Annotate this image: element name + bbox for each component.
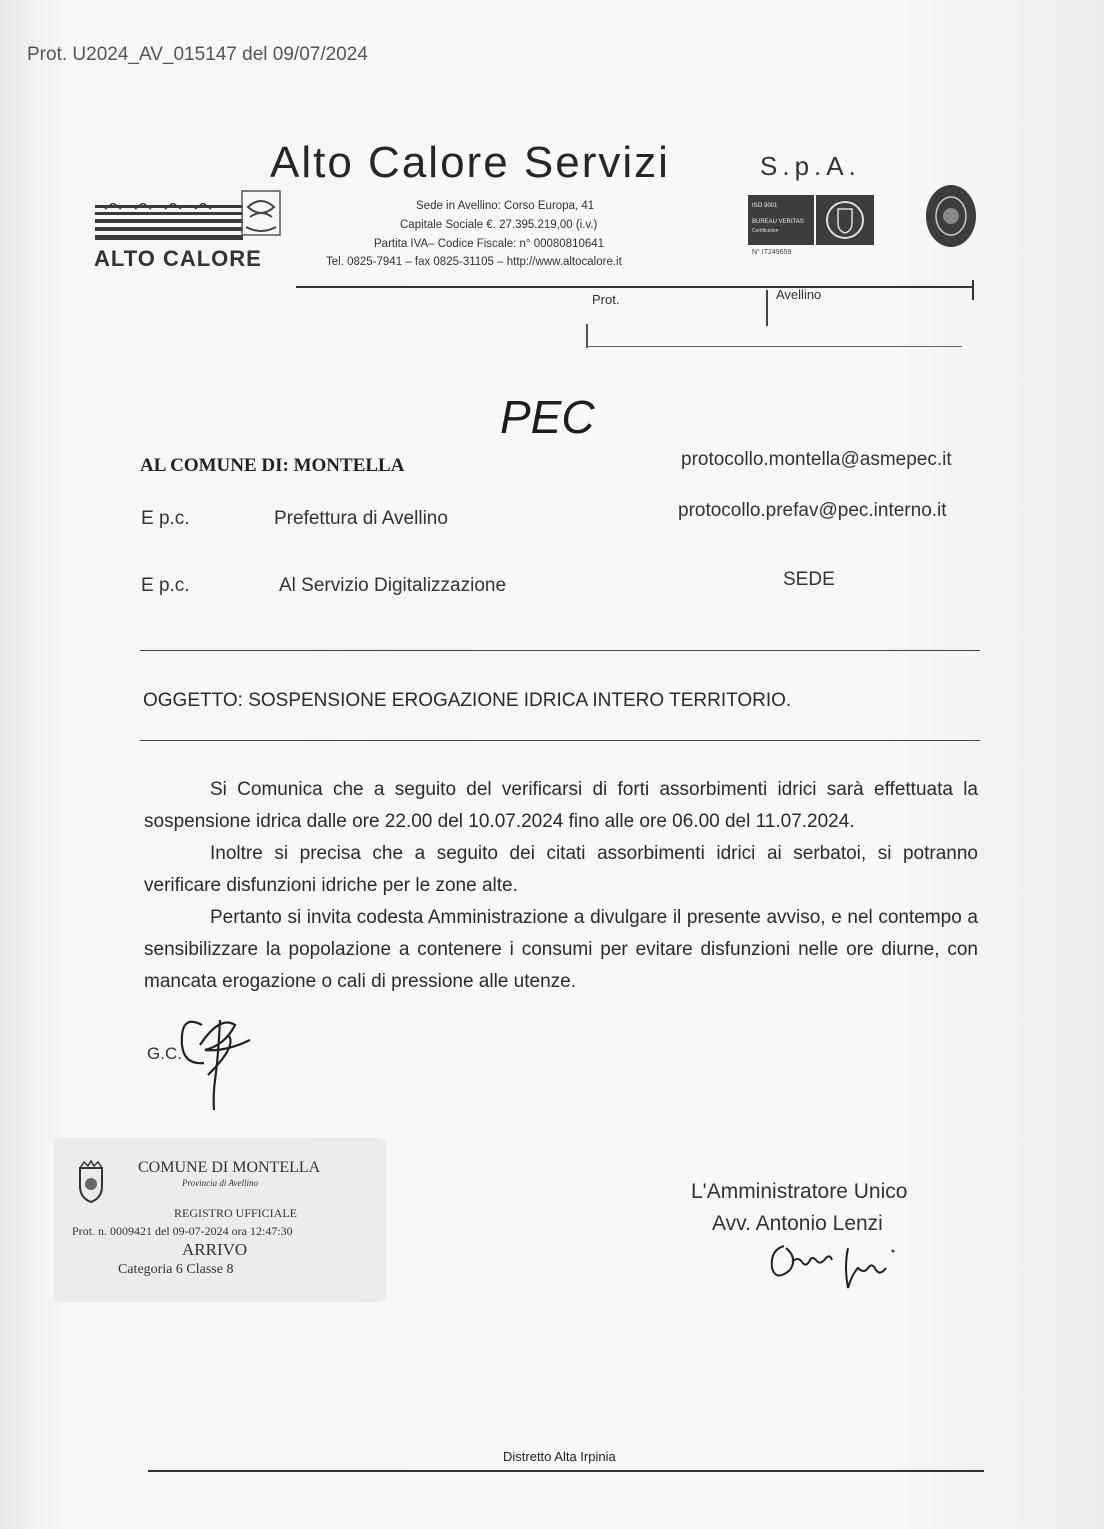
registry-register: REGISTRO UFFICIALE	[174, 1206, 298, 1220]
cc-prefix-1: E p.c.	[141, 508, 190, 529]
prot-label: Prot.	[592, 292, 620, 307]
prot-box-bottom	[586, 346, 962, 347]
subject-line: OGGETTO: SOSPENSIONE EROGAZIONE IDRICA INTERO TERRITORIO.	[143, 690, 792, 711]
separator-bottom	[140, 740, 980, 741]
protocol-stamp: Prot. U2024_AV_015147 del 09/07/2024	[27, 44, 368, 65]
cc-location-2: SEDE	[783, 569, 835, 590]
body-paragraph-3	[144, 902, 978, 998]
certification-badge	[748, 195, 876, 245]
delivery-channel: PEC	[500, 391, 595, 443]
vat-line: Partita IVA– Codice Fiscale: n° 00080810641	[374, 238, 605, 250]
place-label: Avellino	[776, 287, 822, 302]
p1-mid: fino alle ore 06.00 del	[563, 811, 756, 832]
header-rule	[296, 286, 974, 288]
separator-top	[140, 650, 980, 651]
capital-line: Capitale Sociale €. 27.395.219,00 (i.v.)	[400, 219, 598, 231]
recipient-main: AL COMUNE DI: MONTELLA	[140, 455, 405, 476]
registry-direction: ARRIVO	[182, 1240, 248, 1259]
company-name: Alto Calore Servizi	[270, 138, 670, 187]
logo-text: ALTO CALORE	[94, 246, 262, 271]
cert-number: N° IT249659	[752, 249, 792, 256]
handwritten-signature-icon	[762, 1228, 912, 1292]
author-initials: G.C.	[147, 1044, 182, 1063]
p1-pre: Si Comunica che a seguito del verificarsi di forti assorbimenti idrici sarà effettuata la sospensione idrica dalle ore 22.00 del	[144, 779, 978, 832]
registry-stamp	[54, 1138, 386, 1302]
contacts-line: Tel. 0825-7941 – fax 0825-31105 – http://www.altocalore.it	[326, 256, 622, 268]
alto-calore-logo-icon	[95, 203, 243, 247]
initials-signature-icon	[160, 1005, 280, 1115]
body-paragraph-1	[144, 774, 978, 838]
date-to: 11.07.2024	[755, 811, 850, 832]
registry-subtitle: Provincia di Avellino	[182, 1178, 258, 1188]
cert-sub: Certification	[752, 228, 779, 234]
cert-body: BUREAU VERITAS	[752, 219, 804, 225]
footer-district: Distretto Alta Irpinia	[503, 1449, 616, 1464]
registry-category: Categoria 6 Classe 8	[118, 1262, 234, 1277]
cc-recipient-1: Prefettura di Avellino	[274, 508, 448, 529]
p1-post: .	[849, 811, 855, 832]
registry-title: COMUNE DI MONTELLA	[138, 1159, 321, 1176]
p2-text: Inoltre si precisa che a seguito dei citati assorbimenti idrici ai serbatoi, si potranno verificare disfunzioni idriche per le zone alte.	[144, 843, 978, 896]
p3-text: Pertanto si invita codesta Amministrazione a divulgare il presente avviso, e nel contempo a sensibilizzare la popolazione a contenere i consumi per evitare disfunzioni nelle ore diurne, con mancata erogazione o cali di pressione alle utenze.	[144, 907, 978, 992]
header-rule-tick	[972, 280, 974, 300]
footer-rule	[148, 1470, 984, 1472]
accredia-seal-icon	[925, 184, 977, 248]
recipient-main-email: protocollo.montella@asmepec.it	[681, 449, 952, 470]
address-line: Sede in Avellino: Corso Europa, 41	[416, 200, 595, 212]
cert-label: ISO 9001	[752, 203, 778, 209]
signatory-name: Avv. Antonio Lenzi	[712, 1212, 883, 1235]
registry-protocol: Prot. n. 0009421 del 09-07-2024 ora 12:47:30	[72, 1224, 293, 1238]
body-paragraph-2	[144, 838, 978, 902]
company-suffix: S.p.A.	[760, 151, 861, 181]
signatory-role: L'Amministratore Unico	[691, 1180, 908, 1203]
prot-box-edge	[586, 324, 588, 348]
water-swirl-icon	[238, 187, 284, 243]
prot-divider	[766, 290, 768, 326]
municipal-crest-icon	[74, 1160, 108, 1204]
cc-email-1: protocollo.prefav@pec.interno.it	[678, 500, 947, 521]
bureau-veritas-seal-icon	[816, 195, 874, 245]
date-from: 10.07.2024	[468, 811, 564, 832]
cc-recipient-2: Al Servizio Digitalizzazione	[279, 575, 507, 596]
cc-prefix-2: E p.c.	[141, 575, 190, 596]
